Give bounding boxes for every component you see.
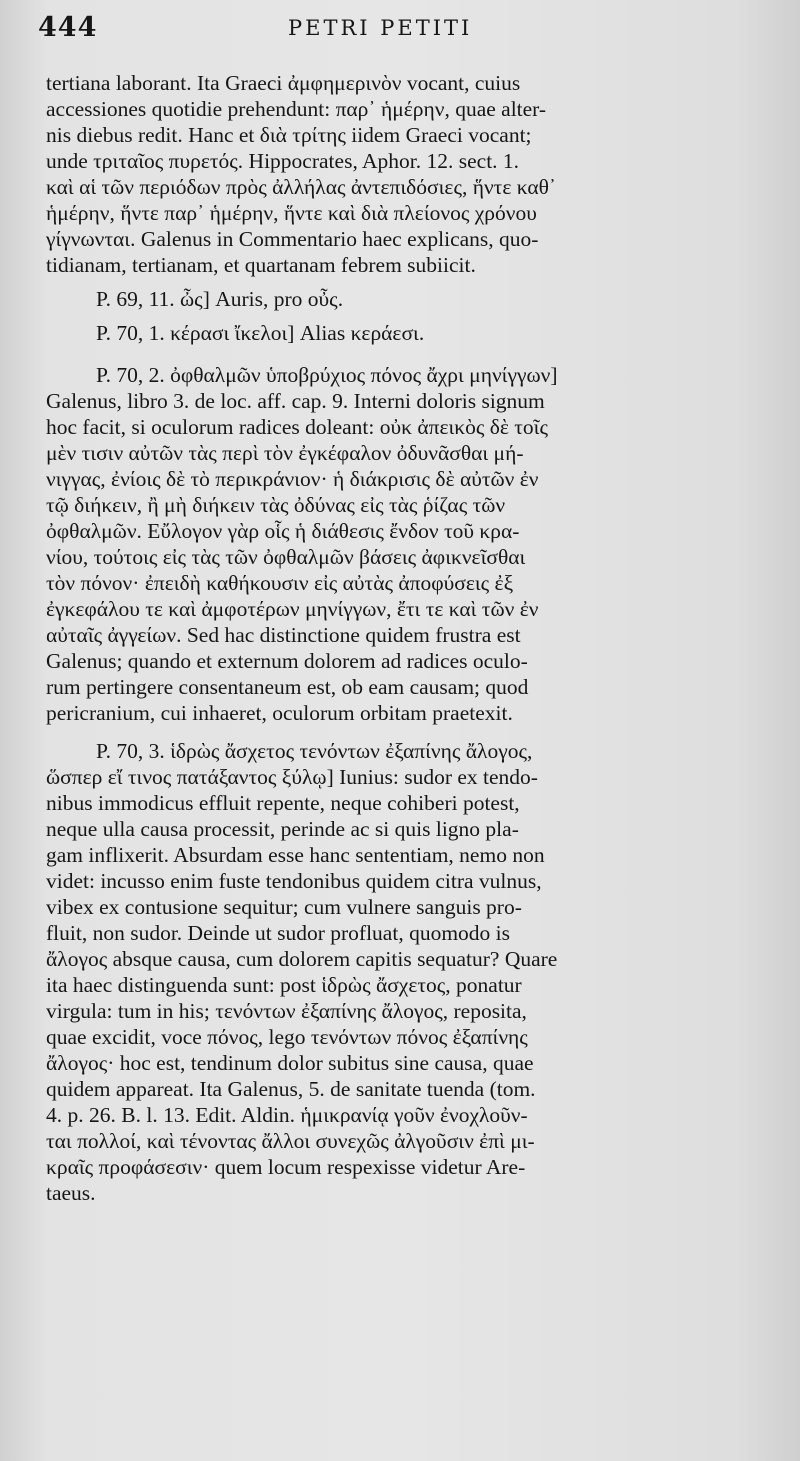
text-line: gam inflixerit. Absurdam esse hanc sententiam, nemo non — [46, 843, 545, 867]
text-line: ὀφθαλμῶν. Εὔλογον γὰρ οἷς ἡ διάθεσις ἔνδον τοῦ κρα- — [46, 519, 520, 543]
text-line: accessiones quotidie prehendunt: παρ᾽ ἡμέρην, quae alter- — [46, 97, 547, 121]
text-line: taeus. — [46, 1181, 96, 1205]
text-line: Galenus, libro 3. de loc. aff. cap. 9. Interni doloris signum — [46, 389, 545, 413]
text-line: ἐγκεφάλου τε καὶ ἀμφοτέρων μηνίγγων, ἔτι τε καὶ τῶν ἐν — [46, 597, 539, 621]
text-line: νίου, τούτοις εἰς τὰς τῶν ὀφθαλμῶν βάσεις ἀφικνεῖσθαι — [46, 545, 526, 569]
text-line: rum pertingere consentaneum est, ob eam causam; quod — [46, 675, 529, 699]
text-line: μὲν τισιν αὐτῶν τὰς περὶ τὸν ἐγκέφαλον ὀδυνᾶσθαι μή- — [46, 441, 524, 465]
note-2: P. 70, 1. κέρασι ἴκελοι] Alias κεράεσι. — [96, 321, 425, 345]
text-line: ita haec distinguenda sunt: post ἱδρὼς ἄσχετος, ponatur — [46, 973, 522, 997]
text-line: vibex ex contusione sequitur; cum vulnere sanguis pro- — [46, 895, 522, 919]
text-line: hoc facit, si oculorum radices doleant: οὐκ ἀπεικὸς δὲ τοῖς — [46, 415, 548, 439]
text-line: quidem appareat. Ita Galenus, 5. de sanitate tuenda (tom. — [46, 1077, 536, 1101]
text-line: virgula: tum in his; τενόντων ἐξαπίνης ἄλογος, reposita, — [46, 999, 527, 1023]
page-number: 444 — [38, 12, 98, 43]
text-line: pericranium, cui inhaeret, oculorum orbitam praetexit. — [46, 701, 513, 725]
text-line: tidianam, tertianam, et quartanam febrem subiicit. — [46, 253, 476, 277]
text-line: Galenus; quando et externum dolorem ad radices oculo- — [46, 649, 528, 673]
text-line: τῷ διήκειν, ἢ μὴ διήκειν τὰς ὀδύνας εἰς τὰς ῥίζας τῶν — [46, 493, 506, 517]
text-line: unde τριταῖος πυρετός. Hippocrates, Aphor. 12. sect. 1. — [46, 149, 520, 173]
page-body — [46, 70, 761, 1206]
paragraph-2 — [46, 362, 761, 726]
text-line: καὶ αἱ τῶν περιόδων πρὸς ἀλλήλας ἀντεπιδόσιες, ἥντε καθ᾽ — [46, 175, 557, 199]
text-line: νιγγας, ἐνίοις δὲ τὸ περικράνιον· ἡ διάκρισις δὲ αὐτῶν ἐν — [46, 467, 539, 491]
text-line: γίγνωνται. Galenus in Commentario haec explicans, quo- — [46, 227, 539, 251]
text-line: 4. p. 26. B. l. 13. Edit. Aldin. ἡμικρανίᾳ γοῦν ἐνοχλοῦν- — [46, 1103, 528, 1127]
text-line: nibus immodicus effluit repente, neque cohiberi potest, — [46, 791, 520, 815]
paragraph-3 — [46, 738, 761, 1206]
text-line: ται πολλοί, καὶ τένοντας ἄλλοι συνεχῶς ἀλγοῦσιν ἐπὶ μι- — [46, 1129, 535, 1153]
running-head — [38, 12, 778, 52]
text-line: tertiana laborant. Ita Graeci ἀμφημερινὸν vocant, cuius — [46, 71, 521, 95]
running-title: PETRI PETITI — [288, 16, 473, 40]
text-line: ἄλογος absque causa, cum dolorem capitis sequatur? Quare — [46, 947, 558, 971]
text-line: fluit, non sudor. Deinde ut sudor profluat, quomodo is — [46, 921, 511, 945]
text-line: P. 70, 3. ἱδρὼς ἄσχετος τενόντων ἐξαπίνης ἄλογος, — [96, 739, 533, 763]
text-line: quae excidit, voce πόνος, lego τενόντων πόνος ἐξαπίνης — [46, 1025, 528, 1049]
text-line: nis diebus redit. Hanc et διὰ τρίτης iidem Graeci vocant; — [46, 123, 532, 147]
text-line: ἄλογος· hoc est, tendinum dolor subitus sine causa, quae — [46, 1051, 534, 1075]
paragraph-1 — [46, 70, 761, 278]
text-line: neque ulla causa processit, perinde ac si quis ligno pla- — [46, 817, 519, 841]
text-line: τὸν πόνον· ἐπειδὴ καθήκουσιν εἰς αὐτὰς ἀποφύσεις ἐξ — [46, 571, 514, 595]
text-line: ἡμέρην, ἥντε παρ᾽ ἡμέρην, ἥντε καὶ διὰ πλείονος χρόνου — [46, 201, 537, 225]
note-1: P. 69, 11. ὦς] Auris, pro οὖς. — [96, 287, 344, 311]
text-line: ὥσπερ εἴ τινος πατάξαντος ξύλῳ] Iunius: sudor ex tendo- — [46, 765, 538, 789]
text-line: P. 70, 2. ὀφθαλμῶν ὑποβρύχιος πόνος ἄχρι μηνίγγων] — [96, 363, 558, 387]
text-line: αὐταῖς ἀγγείων. Sed hac distinctione quidem frustra est — [46, 623, 521, 647]
text-line: κραῖς προφάσεσιν· quem locum respexisse videtur Are- — [46, 1155, 526, 1179]
text-line: videt: incusso enim fuste tendonibus quidem citra vulnus, — [46, 869, 542, 893]
